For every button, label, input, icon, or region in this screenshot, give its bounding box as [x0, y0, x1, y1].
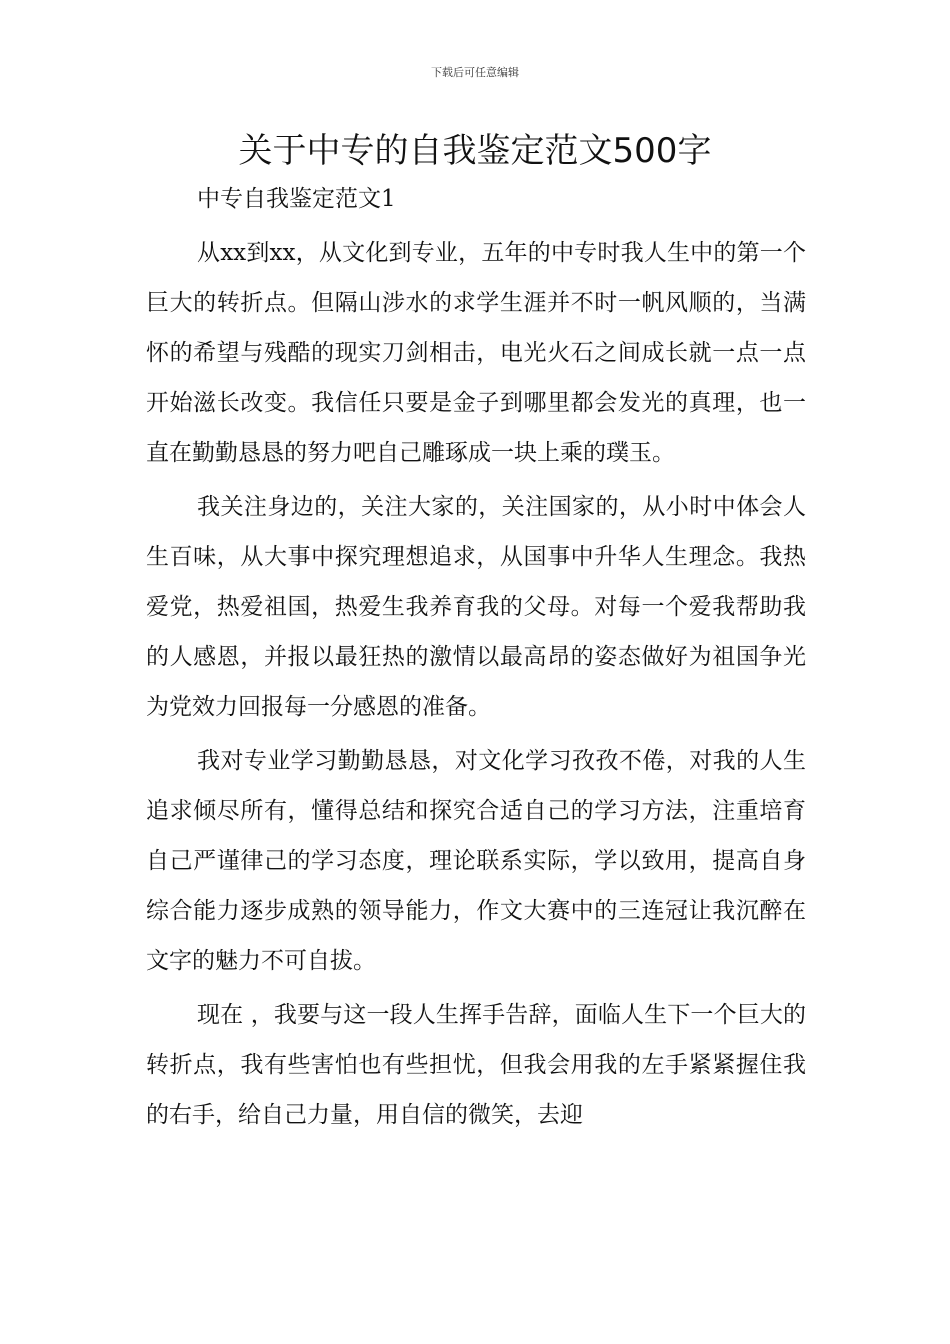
paragraph-2: 我关注身边的，关注大家的，关注国家的，从小时中体会人生百味，从大事中探究理想追求，从国事中升华人生理念。我热爱党，热爱祖国，热爱生我养育我的父母。对每一个爱我帮助我的人感恩，并报以最狂热的激情以最高昂的姿态做好为祖国争光为党效力回报每一分感恩的准备。	[146, 494, 806, 720]
section-subtitle: 中专自我鉴定范文1	[197, 186, 396, 212]
paragraph-3: 我对专业学习勤勤恳恳，对文化学习孜孜不倦，对我的人生追求倾尽所有，懂得总结和探究合适自己的学习方法，注重培育自己严谨律己的学习态度，理论联系实际，学以致用，提高自身综合能力逐步成熟的领导能力，作文大赛中的三连冠让我沉醉在文字的魅力不可自拔。	[146, 748, 806, 974]
paragraph-4: 现在 ，我要与这一段人生挥手告辞，面临人生下一个巨大的转折点，我有些害怕也有些担忧，但我会用我的左手紧紧握住我的右手，给自己力量，用自信的微笑，去迎	[146, 1002, 806, 1128]
header-note: 下载后可任意编辑	[431, 66, 519, 79]
page-title: 关于中专的自我鉴定范文500字	[238, 131, 712, 171]
paragraph-1: 从xx到xx，从文化到专业，五年的中专时我人生中的第一个巨大的转折点。但隔山涉水的求学生涯并不时一帆风顺的，当满怀的希望与残酷的现实刀剑相击，电光火石之间成长就一点一点开始滋长改变。我信任只要是金子到哪里都会发光的真理，也一直在勤勤恳恳的努力吧自己雕琢成一块上乘的璞玉。	[146, 240, 806, 466]
document-body	[146, 228, 806, 1144]
